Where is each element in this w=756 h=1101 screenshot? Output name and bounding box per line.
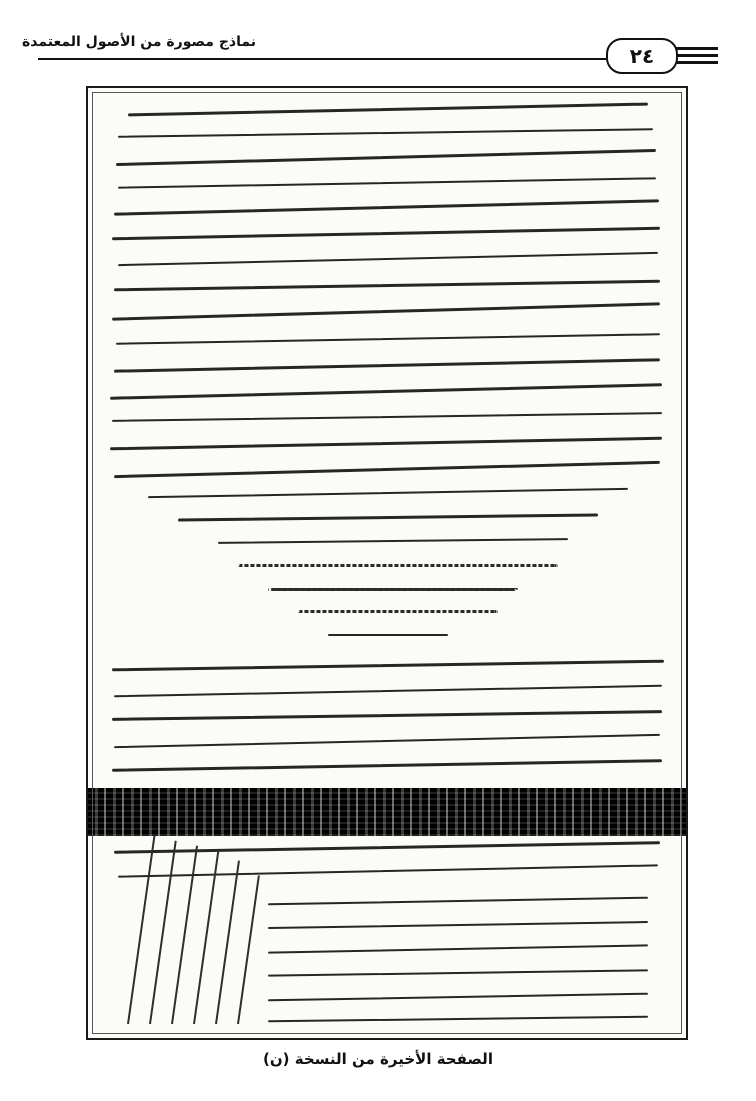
manuscript-line	[118, 128, 653, 137]
manuscript-line	[116, 149, 656, 166]
manuscript-line	[112, 227, 660, 241]
running-header-title: نماذج مصورة من الأصول المعتمدة	[22, 34, 256, 50]
margin-note	[171, 846, 198, 1025]
manuscript-line	[114, 685, 662, 698]
header-rule-right	[676, 61, 718, 64]
manuscript-line	[116, 333, 660, 344]
manuscript-line	[114, 280, 660, 292]
margin-note	[237, 875, 260, 1024]
margin-note	[215, 860, 240, 1024]
manuscript-line	[114, 461, 660, 478]
manuscript-line	[118, 252, 658, 266]
manuscript-line	[110, 437, 662, 451]
manuscript-line	[110, 383, 662, 399]
figure-caption: الصفحة الأخيرة من النسخة (ن)	[263, 1050, 493, 1068]
manuscript-line	[114, 199, 659, 215]
manuscript-line	[118, 864, 658, 877]
header-rule-right	[676, 47, 718, 50]
manuscript-line	[268, 588, 518, 591]
manuscript-line	[328, 634, 448, 636]
manuscript-line	[268, 1016, 648, 1023]
manuscript-line	[128, 103, 648, 117]
header-rule	[38, 58, 606, 60]
manuscript-line	[268, 993, 648, 1002]
manuscript-line	[268, 897, 648, 906]
margin-note	[149, 841, 177, 1024]
margin-note	[193, 851, 219, 1025]
manuscript-line	[112, 302, 660, 320]
manuscript-line	[114, 841, 660, 854]
manuscript-line	[114, 734, 660, 748]
manuscript-line	[112, 660, 664, 672]
manuscript-line	[148, 488, 628, 498]
manuscript-line	[268, 921, 648, 929]
manuscript-line	[118, 177, 656, 188]
manuscript-line	[112, 759, 662, 772]
manuscript-line	[178, 513, 598, 521]
manuscript-line	[298, 610, 498, 613]
manuscript-image	[86, 86, 688, 1040]
manuscript-line	[268, 969, 648, 976]
manuscript-line	[218, 538, 568, 544]
header-rule-right	[676, 54, 718, 57]
manuscript-line	[112, 710, 662, 721]
manuscript-line	[268, 944, 648, 953]
manuscript-line	[112, 412, 662, 422]
manuscript-line	[114, 358, 660, 372]
margin-note	[127, 836, 155, 1024]
page-number: ٢٤	[606, 38, 678, 74]
manuscript-line	[238, 564, 558, 567]
ink-blot-band	[88, 788, 686, 836]
